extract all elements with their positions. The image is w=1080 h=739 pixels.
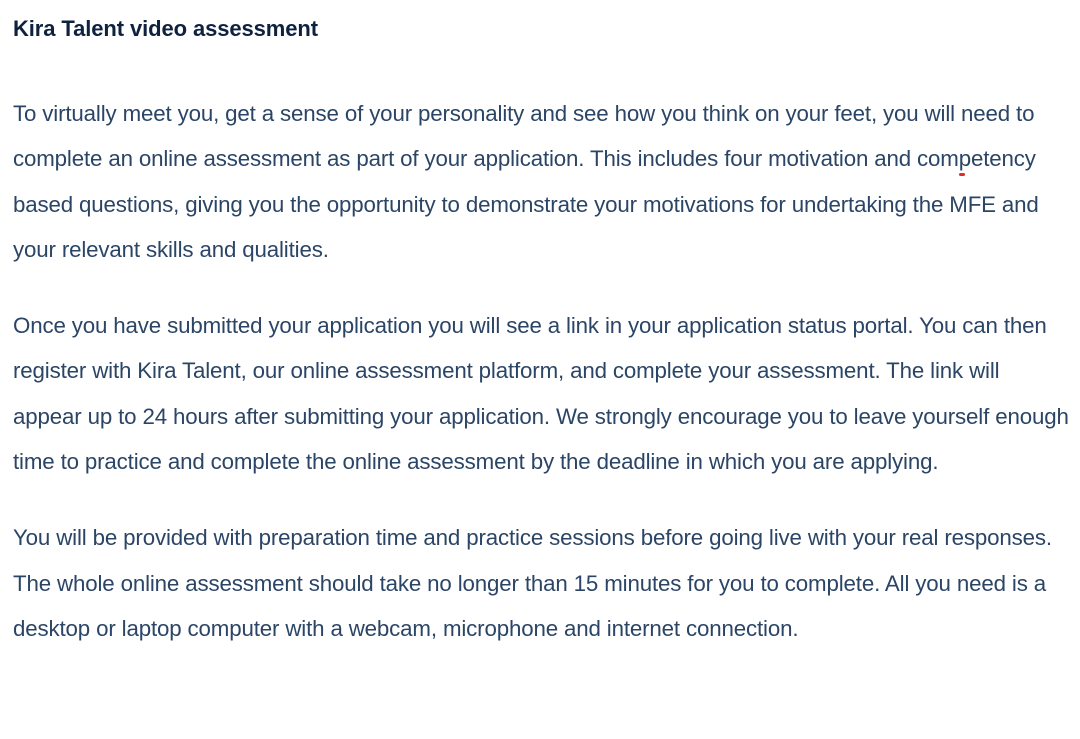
red-underline-annotation <box>959 173 965 176</box>
paragraph-intro <box>13 91 1073 272</box>
paragraph-registration: Once you have submitted your application you will see a link in your application status portal. You can then register with Kira Talent, our online assessment platform, and complete your assessment. The link will appear up to 24 hours after submitting your application. We strongly encourage you to leave yourself enough time to practice and complete the online assessment by the deadline in which you are applying. <box>13 313 1069 475</box>
paragraph-intro-end: This includes four motivation and competency based questions, giving you the opportunity to demonstrate your motivations for undertaking the MFE and your relevant skills and qualities. <box>13 146 1039 262</box>
article-content <box>13 0 1073 651</box>
paragraph-intro-start: To virtually meet you, get a sense of your personality and see how you think on your feet, you will <box>13 101 962 126</box>
paragraph-preparation: You will be provided with preparation time and practice sessions before going live with your real responses. The whole online assessment should take no longer than 15 minutes for you to complete. All you need is a desktop or laptop computer with a webcam, microphone and internet connection. <box>13 525 1052 641</box>
section-heading: Kira Talent video assessment <box>13 16 318 41</box>
highlighted-phrase-text: need to complete an online assessment as part of your application. <box>13 101 1035 172</box>
